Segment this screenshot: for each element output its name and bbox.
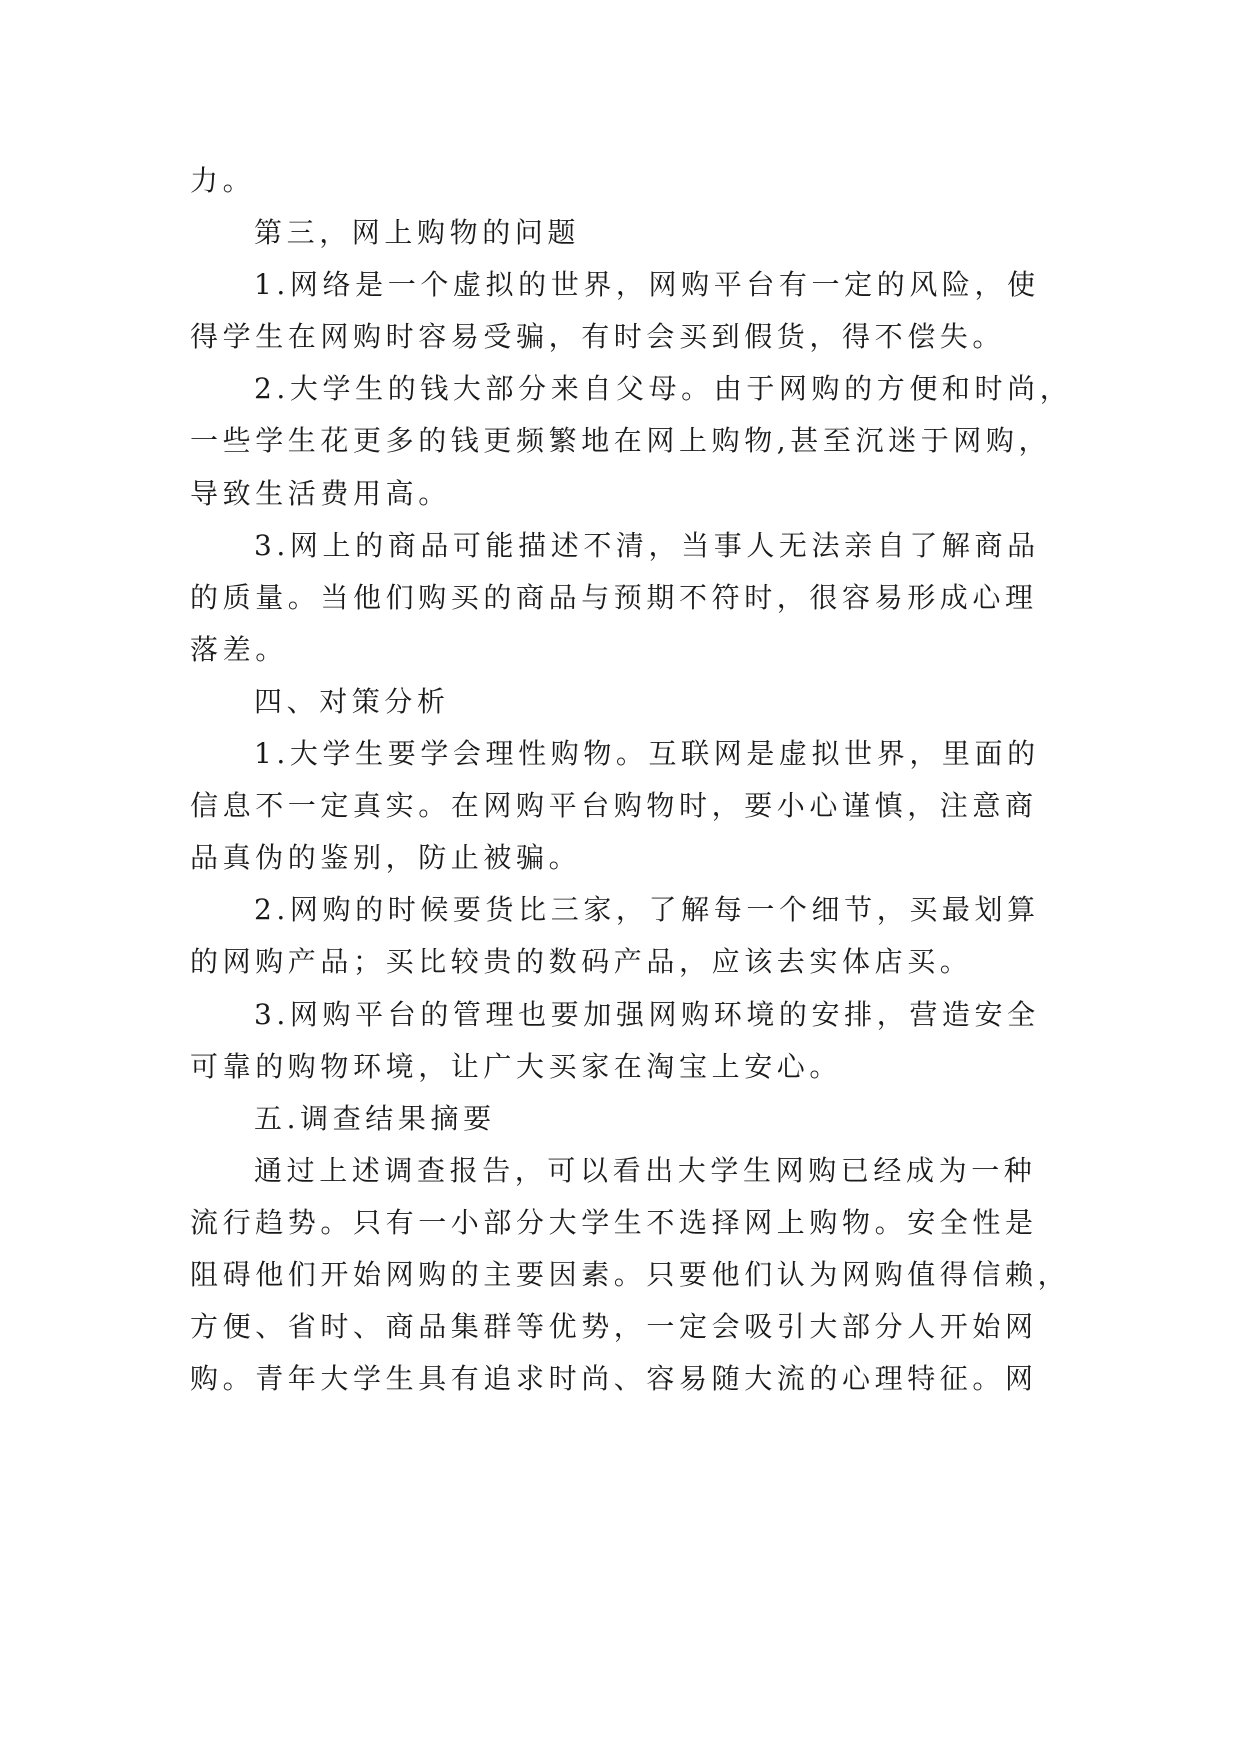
text-line: 3.网购平台的管理也要加强网购环境的安排，营造安全 [254,997,1040,1031]
text-line: 通过上述调查报告，可以看出大学生网购已经成为一种 [254,1153,1037,1187]
text-line: 阻碍他们开始网购的主要因素。只要他们认为网购值得信赖， [190,1257,1071,1291]
text-line: 四、对策分析 [254,684,450,718]
text-line: 可靠的购物环境，让广大买家在淘宝上安心。 [190,1049,843,1083]
text-line: 流行趋势。只有一小部分大学生不选择网上购物。安全性是 [190,1205,1038,1239]
text-line: 的网购产品；买比较贵的数码产品，应该去实体店买。 [190,945,973,979]
text-line: 信息不一定真实。在网购平台购物时，要小心谨慎，注意商 [190,789,1038,823]
text-line: 品真伪的鉴别，防止被骗。 [190,841,582,875]
text-line: 落差。 [190,632,288,666]
document-body [190,155,1073,1405]
text-line: 一些学生花更多的钱更频繁地在网上购物,甚至沉迷于网购， [190,424,1052,458]
text-line: 第三，网上购物的问题 [254,216,581,250]
text-line: 导致生活费用高。 [190,476,451,510]
text-line: 五.调查结果摘要 [254,1101,496,1135]
text-line: 力。 [190,164,256,197]
text-line: 2.大学生的钱大部分来自父母。由于网购的方便和时尚， [254,372,1073,406]
text-line: 1.大学生要学会理性购物。互联网是虚拟世界，里面的 [254,737,1040,771]
text-line: 3.网上的商品可能描述不清，当事人无法亲自了解商品 [254,528,1040,562]
text-line: 得学生在网购时容易受骗，有时会买到假货，得不偿失。 [190,320,1006,354]
text-line: 方便、省时、商品集群等优势，一定会吸引大部分人开始网 [190,1310,1038,1344]
text-line: 的质量。当他们购买的商品与预期不符时，很容易形成心理 [190,580,1038,614]
text-line: 1.网络是一个虚拟的世界，网购平台有一定的风险，使 [254,268,1040,302]
text-line: 2.网购的时候要货比三家，了解每一个细节，买最划算 [254,893,1040,927]
text-line: 购。青年大学生具有追求时尚、容易随大流的心理特征。网 [190,1362,1038,1396]
